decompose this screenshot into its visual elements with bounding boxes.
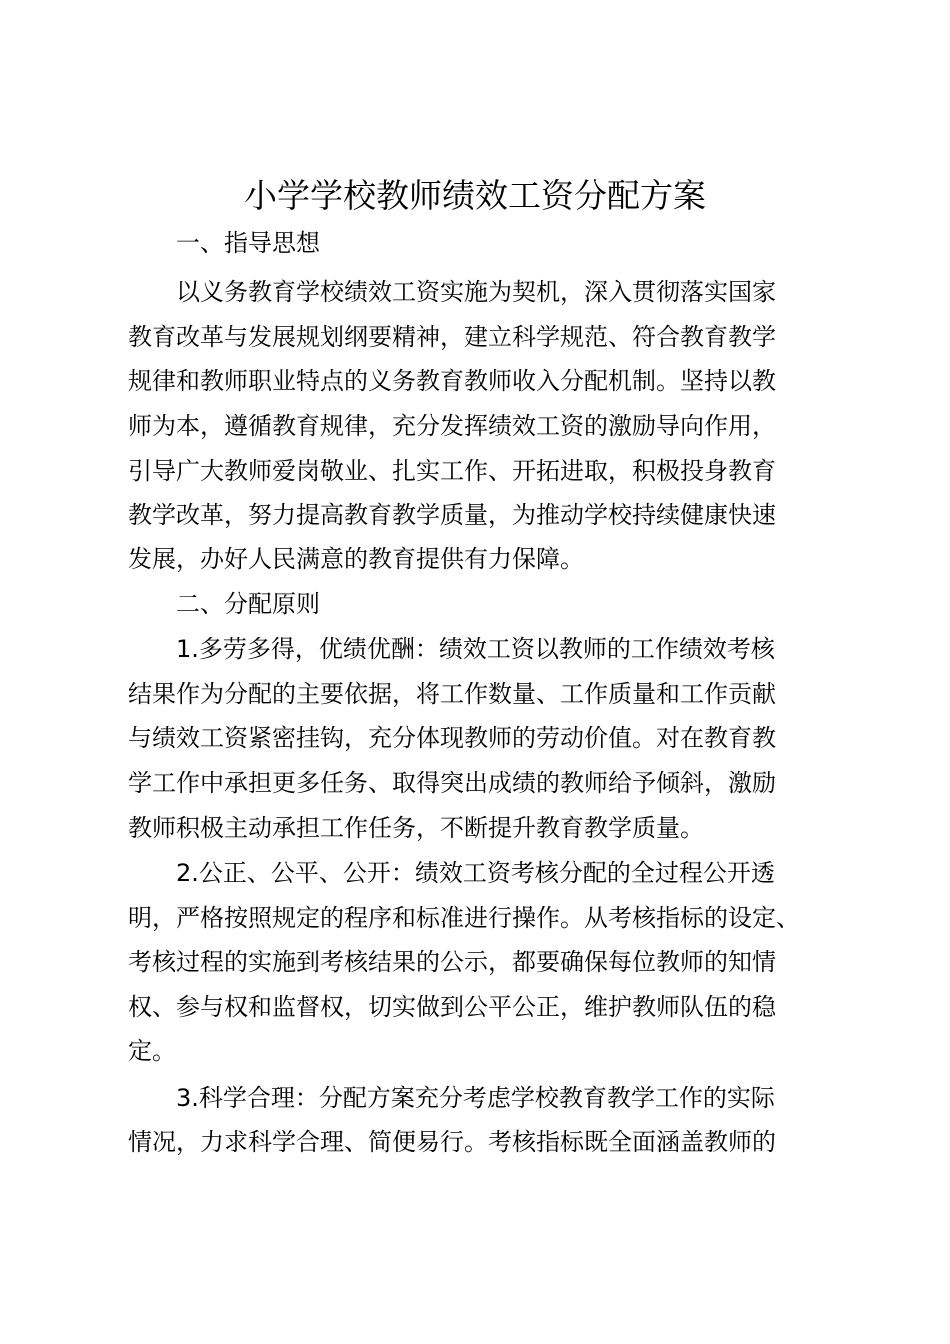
paragraph-line: 学工作中承担更多任务、取得突出成绩的教师给予倾斜，激励 <box>128 769 776 797</box>
paragraph-line: 与绩效工资紧密挂钩，充分体现教师的劳动价值。对在教育教 <box>128 724 776 752</box>
paragraph-line: 明，严格按照规定的程序和标准进行操作。从考核指标的设定、 <box>128 904 800 932</box>
paragraph-line: 教师积极主动承担工作任务，不断提升教育教学质量。 <box>128 814 704 842</box>
paragraph-line: 情况，力求科学合理、简便易行。考核指标既全面涵盖教师的 <box>128 1128 776 1156</box>
paragraph-line: 定。 <box>128 1037 176 1065</box>
paragraph-line: 发展，办好人民满意的教育提供有力保障。 <box>128 545 584 573</box>
paragraph-line: 师为本，遵循教育规律，充分发挥绩效工资的激励导向作用， <box>128 412 776 440</box>
paragraph-line: 考核过程的实施到考核结果的公示，都要确保每位教师的知情 <box>128 948 776 976</box>
section-heading-guiding-ideology: 一、指导思想 <box>176 229 320 257</box>
paragraph-line: 1.多劳多得，优绩优酬：绩效工资以教师的工作绩效考核 <box>176 635 775 663</box>
paragraph-line: 教学改革，努力提高教育教学质量，为推动学校持续健康快速 <box>128 501 776 529</box>
paragraph-line: 权、参与权和监督权，切实做到公平公正，维护教师队伍的稳 <box>128 993 776 1021</box>
paragraph-line: 教育改革与发展规划纲要精神，建立科学规范、符合教育教学 <box>128 323 776 351</box>
paragraph-line: 2.公正、公平、公开：绩效工资考核分配的全过程公开透 <box>176 859 775 887</box>
section-heading-distribution-principles: 二、分配原则 <box>176 590 320 618</box>
paragraph-line: 规律和教师职业特点的义务教育教师收入分配机制。坚持以教 <box>128 367 776 395</box>
paragraph-line: 3.科学合理：分配方案充分考虑学校教育教学工作的实际 <box>176 1084 775 1112</box>
paragraph-line: 结果作为分配的主要依据，将工作数量、工作质量和工作贡献 <box>128 680 776 708</box>
paragraph-line: 以义务教育学校绩效工资实施为契机，深入贯彻落实国家 <box>176 278 776 306</box>
paragraph-line: 引导广大教师爱岗敬业、扎实工作、开拓进取，积极投身教育 <box>128 457 776 485</box>
document-title: 小学学校教师绩效工资分配方案 <box>244 176 706 215</box>
